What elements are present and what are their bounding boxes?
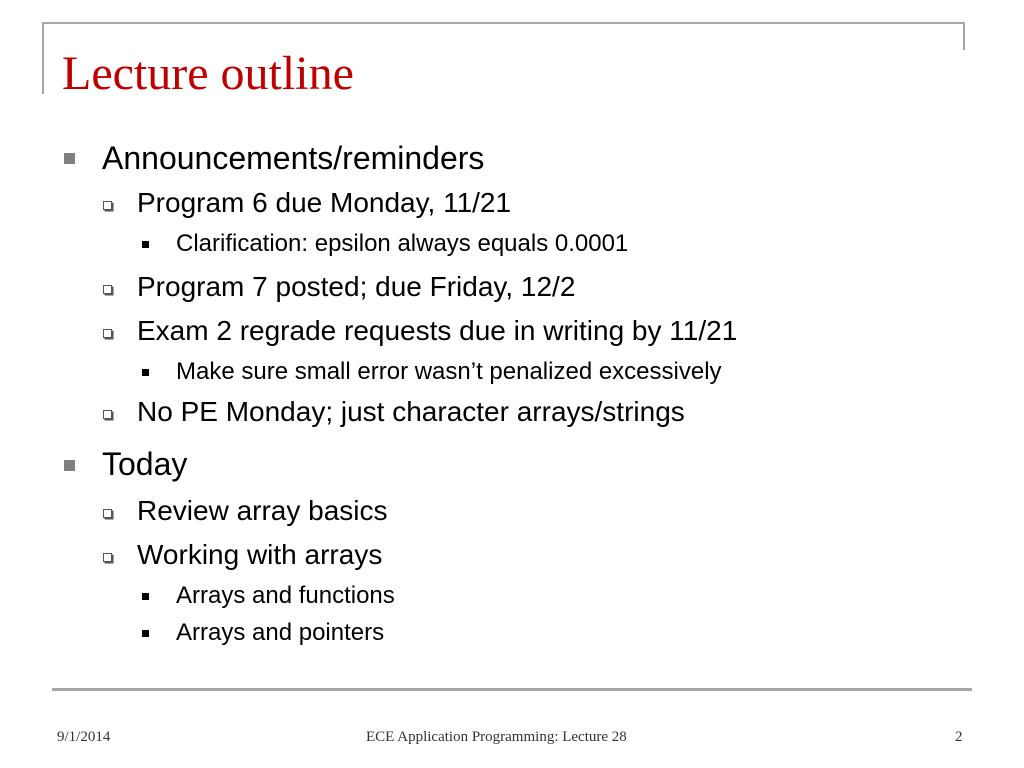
frame-left-line: [42, 22, 44, 94]
slide-title: Lecture outline: [62, 47, 354, 100]
small-square-bullet-icon: [142, 241, 149, 248]
footer-divider: [52, 688, 972, 691]
outline-item-program6: Program 6 due Monday, 11/21: [137, 187, 512, 218]
outline-item-exam2-note: Make sure small error wasn’t penalized excessively: [176, 358, 722, 385]
outline-item-program7: Program 7 posted; due Friday, 12/2: [137, 271, 576, 302]
small-square-bullet-icon: [142, 369, 149, 376]
footer-date: 9/1/2014: [57, 729, 111, 745]
footer-course-title: ECE Application Programming: Lecture 28: [366, 729, 627, 745]
square-bullet-icon: [64, 460, 75, 471]
hollow-square-bullet-icon: [103, 201, 112, 210]
outline-item-review: Review array basics: [137, 495, 388, 526]
small-square-bullet-icon: [142, 630, 149, 637]
outline-item-working: Working with arrays: [137, 539, 383, 570]
small-square-bullet-icon: [142, 593, 149, 600]
hollow-square-bullet-icon: [103, 329, 112, 338]
outline-item-announcements: Announcements/reminders: [102, 140, 485, 176]
hollow-square-bullet-icon: [103, 553, 112, 562]
frame-top-line: [42, 22, 964, 24]
outline-item-arrays-functions: Arrays and functions: [176, 582, 395, 609]
outline-item-today: Today: [102, 446, 188, 482]
hollow-square-bullet-icon: [103, 410, 112, 419]
outline-item-exam2: Exam 2 regrade requests due in writing by 11/21: [137, 315, 738, 346]
outline-item-no-pe: No PE Monday; just character arrays/strings: [137, 396, 685, 427]
hollow-square-bullet-icon: [103, 285, 112, 294]
square-bullet-icon: [64, 153, 75, 164]
frame-right-line: [963, 22, 965, 50]
hollow-square-bullet-icon: [103, 509, 112, 518]
outline-item-program6-note: Clarification: epsilon always equals 0.0001: [176, 230, 629, 257]
footer-page-number: 2: [955, 729, 963, 745]
outline-item-arrays-pointers: Arrays and pointers: [176, 619, 385, 646]
